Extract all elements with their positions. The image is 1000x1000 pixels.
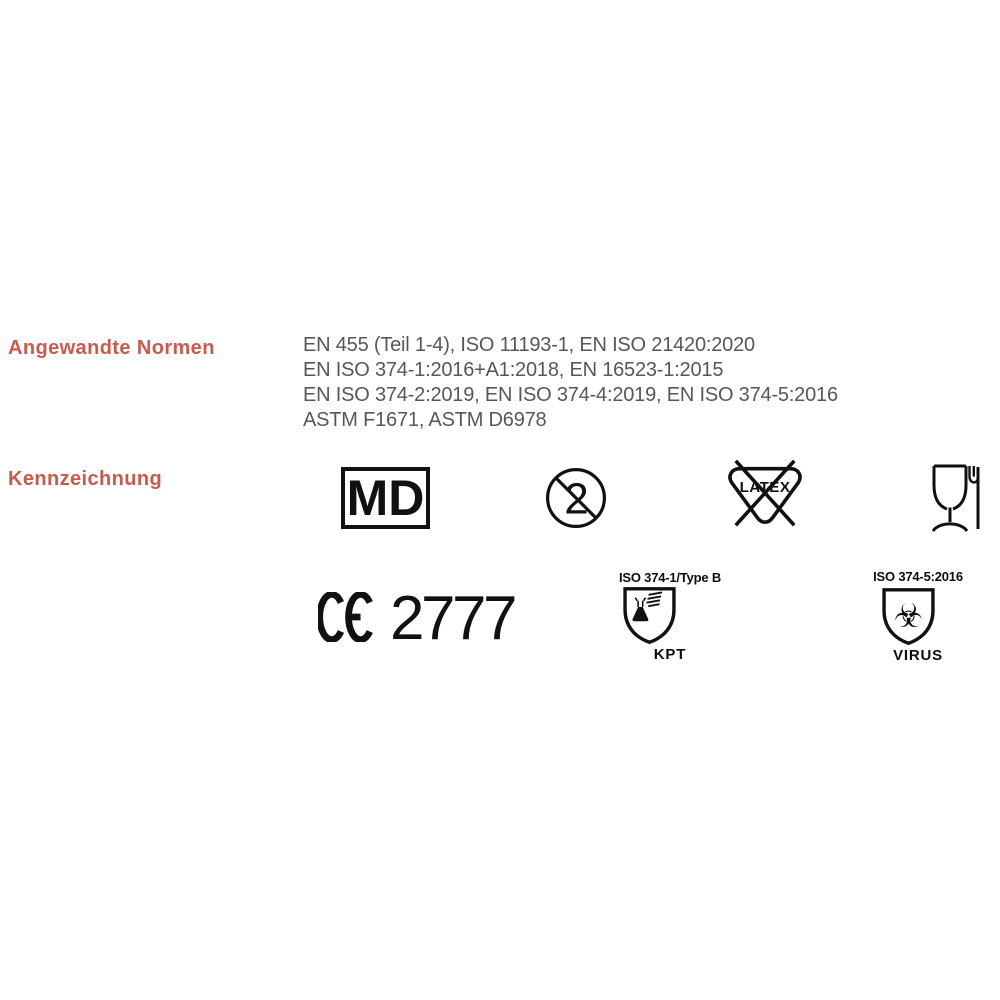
normen-line-4: ASTM F1671, ASTM D6978: [303, 409, 547, 431]
food-safe-glass-fork-icon: [926, 461, 988, 535]
ce-notified-body-number: 2777: [390, 583, 514, 653]
virus-shield-caption: VIRUS: [893, 647, 943, 664]
normen-text-block: [303, 333, 838, 433]
biohazard-virus-shield-icon: [879, 587, 938, 645]
normen-line-3: EN ISO 374-2:2019, EN ISO 374-4:2019, EN ISO 374-5:2016: [303, 384, 838, 406]
md-medical-device-icon: [341, 467, 430, 529]
ce-mark-icon: [318, 592, 380, 642]
normen-line-1: EN 455 (Teil 1-4), ISO 11193-1, EN ISO 21420:2020: [303, 334, 755, 356]
angewandte-normen-label: Angewandte Normen: [8, 337, 215, 359]
chemical-shield-caption: KPT: [653, 646, 687, 663]
kennzeichnung-label: Kennzeichnung: [8, 468, 163, 490]
virus-shield-title: ISO 374-5:2016: [873, 569, 963, 584]
normen-line-2: EN ISO 374-1:2016+A1:2018, EN 16523-1:2015: [303, 359, 724, 381]
do-not-reuse-digit: 2: [564, 474, 589, 524]
chemical-protection-shield-icon: [621, 586, 678, 644]
chemical-shield-title: ISO 374-1/Type B: [618, 570, 722, 585]
biohazard-glyph: ☣: [893, 595, 924, 635]
do-not-reuse-icon: [544, 466, 608, 530]
latex-free-icon: [723, 456, 807, 534]
md-label: MD: [346, 470, 425, 526]
latex-label: LATEX: [739, 479, 791, 497]
